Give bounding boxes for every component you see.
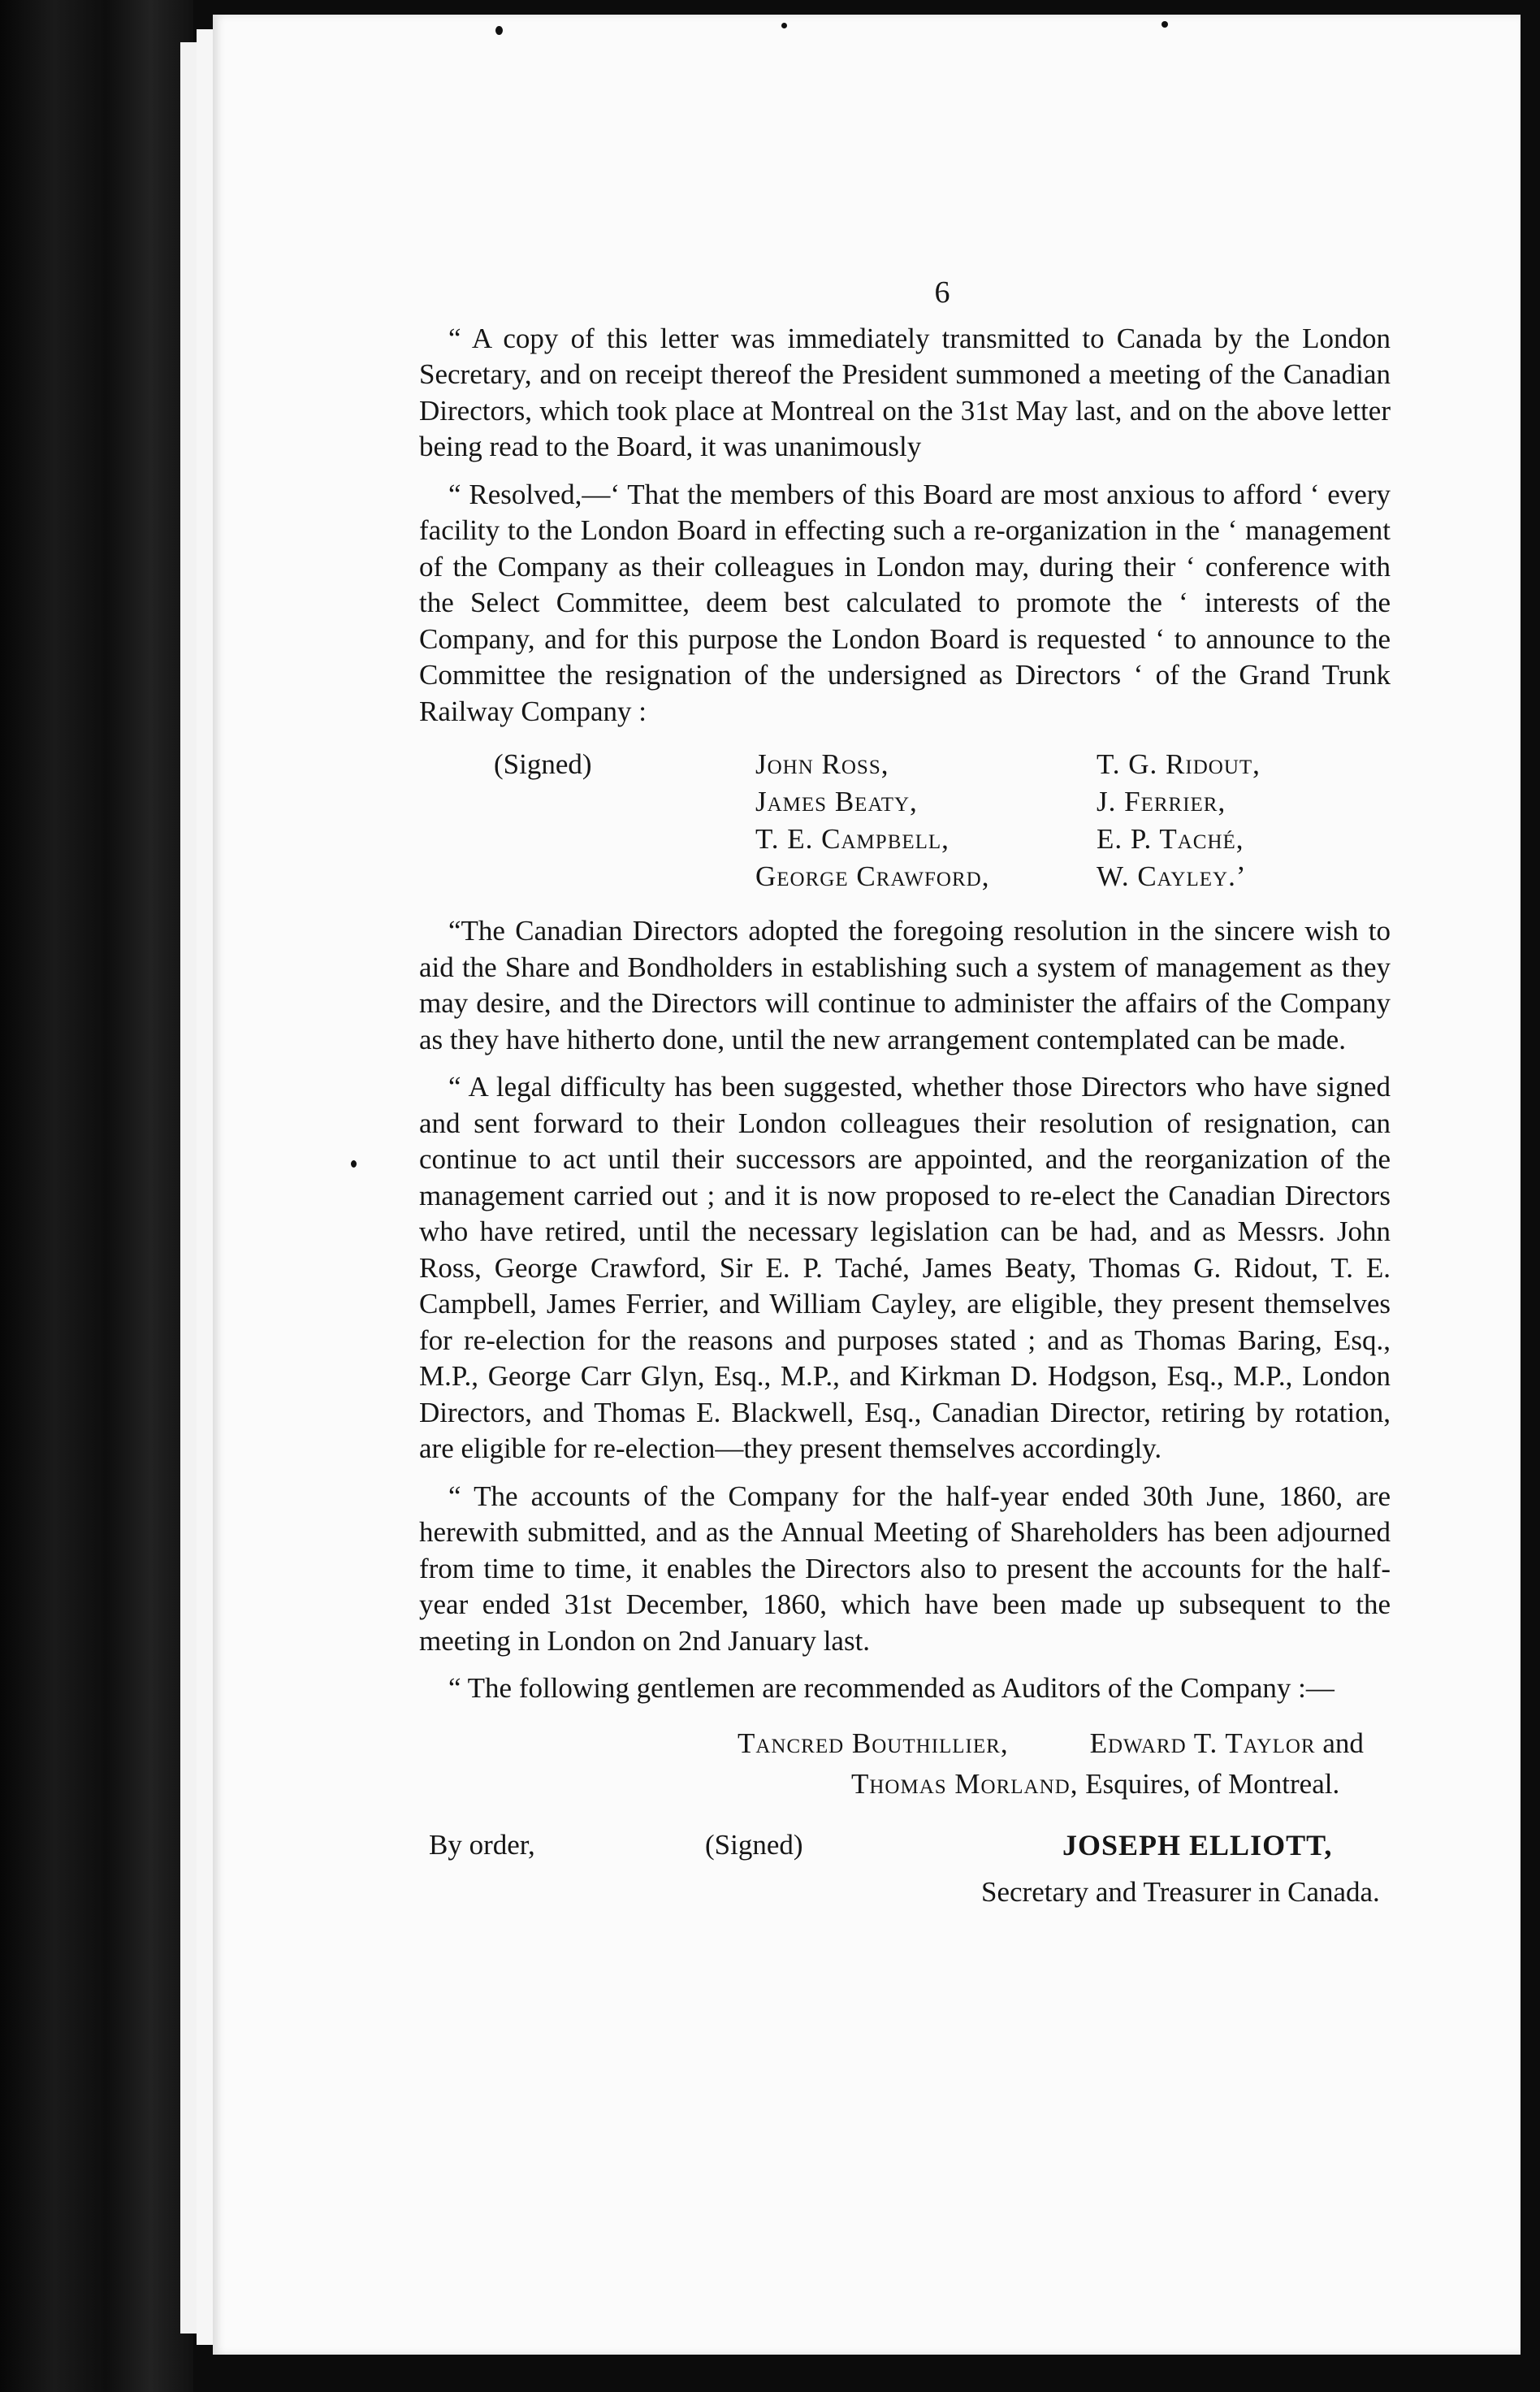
signatory-column-2: [1097, 746, 1446, 895]
signatory-name: George Crawford,: [755, 860, 990, 892]
resolution-signatures: [494, 746, 1391, 895]
signatory-name: JOSEPH ELLIOTT,: [1062, 1828, 1333, 1861]
auditor-name: Edward T. Taylor: [1089, 1727, 1316, 1759]
signatory-name: J. Ferrier,: [1097, 786, 1226, 817]
signed-label: (Signed): [494, 748, 592, 780]
document-page: [213, 15, 1521, 2355]
page-number: 6: [934, 275, 950, 310]
signatory-column-1: [755, 746, 1097, 895]
auditors-list: [396, 1723, 1391, 1805]
auditors-and: and: [1322, 1727, 1364, 1759]
signatory-name: E. P. Taché,: [1097, 823, 1244, 855]
paragraph: “ A copy of this letter was immediately transmitted to Canada by the London Secretary, and on receipt thereof the President summoned a meeting of the Canadian Directors, which took place at Montreal on the 31st May last, and on the above letter being read to the Board, it was unanimously: [419, 322, 1391, 462]
signatory-name: T. G. Ridout,: [1097, 748, 1261, 780]
paragraph: “ The accounts of the Company for the half-year ended 30th June, 1860, are herewith submitted, and as the Annual Meeting of Shareholders has been adjourned from time to time, it enables the Directors also to present the accounts for the half-year ended 31st December, 1860, which have been made up subsequent to the meeting in London on 2nd January last.: [419, 1480, 1391, 1657]
resolution-paragraph: “ Resolved,—‘ That the members of this Board are most anxious to afford ‘ every facility to the London Board in effecting such a re-organization in the ‘ management of the Company as their colleagues in London may, during their ‘ conference with the Select Committee, deem best calculated to promote the ‘ interests of the Company, and for this purpose the London Board is requested ‘ to announce to the Committee the resignation of the undersigned as Directors ‘ of the Grand Trunk Railway Company :: [419, 478, 1391, 727]
by-order-label: By order,: [429, 1828, 535, 1861]
signed-label: (Signed): [705, 1828, 803, 1861]
signatory-name: W. Cayley.’: [1097, 860, 1247, 892]
ink-speck: [495, 26, 503, 35]
signatory-name: T. E. Campbell,: [755, 823, 950, 855]
signatory-name: James Beaty,: [755, 786, 918, 817]
auditor-name: Thomas Morland,: [851, 1767, 1079, 1800]
auditors-intro: “ The following gentlemen are recommended as Auditors of the Company :—: [448, 1672, 1335, 1704]
document-body: [396, 275, 1391, 1925]
closing-signature: [396, 1827, 1391, 1925]
auditors-line-2: [396, 1764, 1391, 1805]
ink-speck: [1161, 21, 1168, 28]
ink-speck: [351, 1160, 357, 1168]
ink-speck: [781, 23, 787, 28]
paragraph: “ A legal difficulty has been suggested, whether those Directors who have signed and sent forward to their London colleagues their resolution of resignation, can continue to act until their successors are appointed, and the reorganization of the management carried out ; and it is now proposed to re-elect the Canadian Directors who have retired, until the necessary legislation can be had, and as Messrs. John Ross, George Crawford, Sir E. P. Taché, James Beaty, Thomas G. Ridout, T. E. Campbell, James Ferrier, and William Cayley, are eligible, they present themselves for re-election for the reasons and purposes stated ; and as Thomas Baring, Esq., M.P., George Carr Glyn, Esq., M.P., and Kirkman D. Hodgson, Esq., M.P., London Directors, and Thomas E. Blackwell, Esq., Canadian Director, retiring by rotation, are eligible for re-election—they present themselves accordingly.: [419, 1071, 1391, 1464]
signatory-name: John Ross,: [755, 748, 889, 780]
paragraph: “The Canadian Directors adopted the foregoing resolution in the sincere wish to aid the Share and Bondholders in establishing such a system of management as they may desire, and the Directors will continue to administer the affairs of the Company as they have hitherto done, until the new arrangement contemplated can be made.: [419, 915, 1391, 1055]
signatory-title: Secretary and Treasurer in Canada.: [981, 1875, 1380, 1908]
auditors-line-1: [396, 1723, 1391, 1764]
auditor-name: Tancred Bouthillier,: [738, 1727, 1009, 1759]
auditors-suffix: Esquires, of Montreal.: [1085, 1767, 1340, 1800]
book-binding-edge: [0, 0, 193, 2392]
